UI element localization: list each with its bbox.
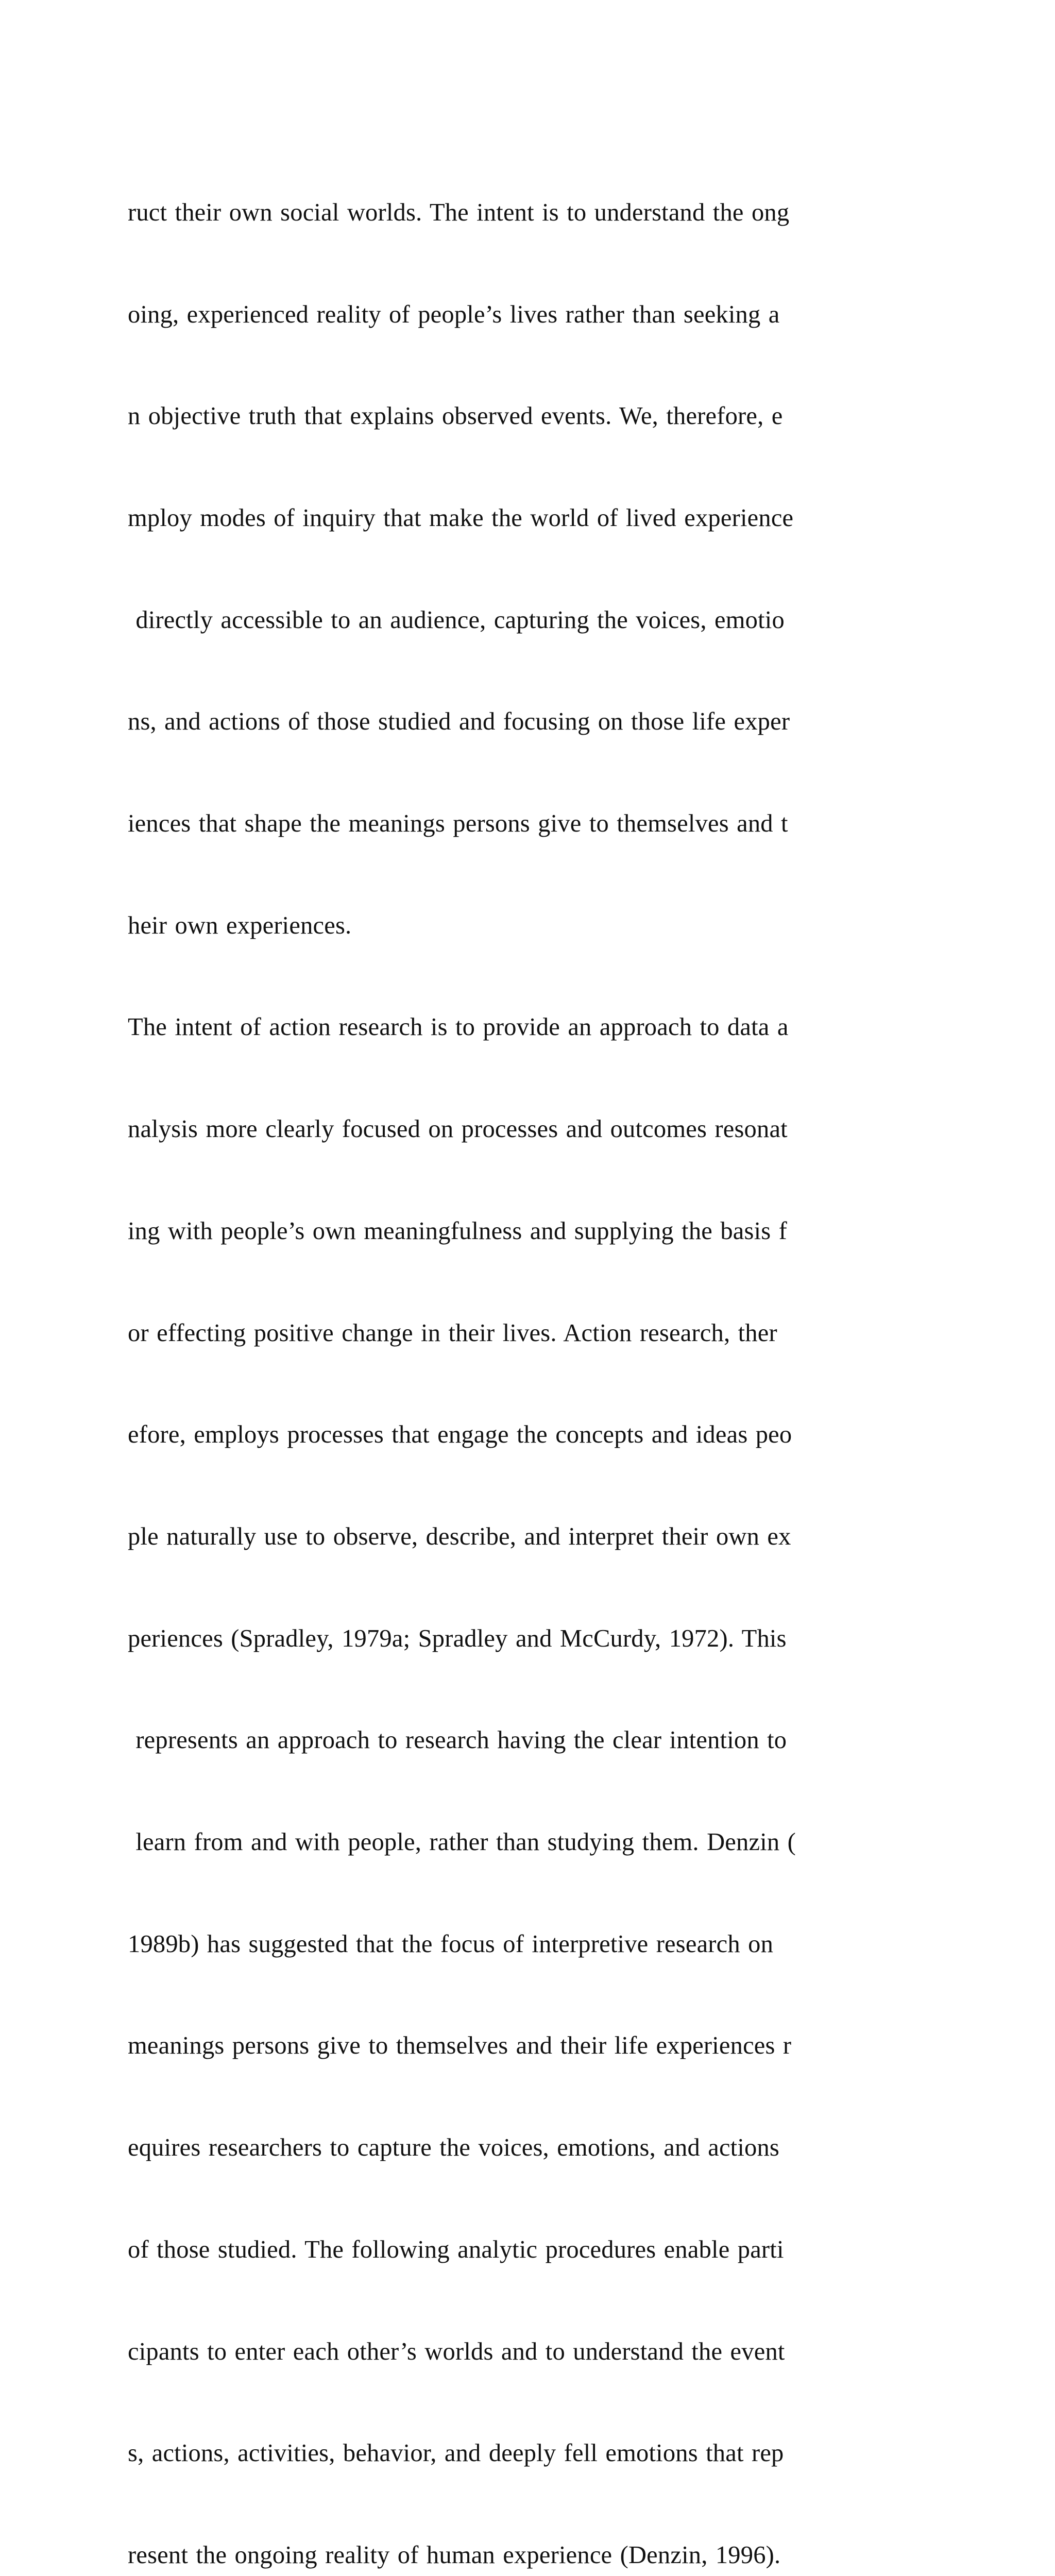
text-line: n objective truth that explains observed events. We, therefore, e <box>128 402 783 430</box>
text-line: The intent of action research is to provide an approach to data a <box>128 1013 789 1041</box>
text-line: meanings persons give to themselves and their life experiences r <box>128 2032 792 2060</box>
text-line: of those studied. The following analytic procedures enable parti <box>128 2235 784 2263</box>
text-line: periences (Spradley, 1979a; Spradley and McCurdy, 1972). This <box>128 1624 787 1652</box>
text-line: or effecting positive change in their lives. Action research, ther <box>128 1319 777 1347</box>
text-line: efore, employs processes that engage the concepts and ideas peo <box>128 1421 792 1449</box>
text-line: nalysis more clearly focused on processes and outcomes resonat <box>128 1115 788 1143</box>
text-line: resent the ongoing reality of human experience (Denzin, 1996). <box>128 2541 781 2569</box>
text-line: s, actions, activities, behavior, and deeply fell emotions that rep <box>128 2439 784 2467</box>
text-line: learn from and with people, rather than studying them. Denzin ( <box>128 1828 796 1856</box>
text-line: ruct their own social worlds. The intent is to understand the ong <box>128 198 790 226</box>
text-line: directly accessible to an audience, capturing the voices, emotio <box>128 606 785 634</box>
body-text <box>128 128 931 2576</box>
text-line: heir own experiences. <box>128 911 352 939</box>
text-line: mploy modes of inquiry that make the world of lived experience <box>128 504 794 532</box>
text-line: oing, experienced reality of people’s lives rather than seeking a <box>128 300 780 328</box>
text-line: ing with people’s own meaningfulness and supplying the basis f <box>128 1217 788 1245</box>
text-line: equires researchers to capture the voices, emotions, and actions <box>128 2134 780 2162</box>
text-line: cipants to enter each other’s worlds and to understand the event <box>128 2337 785 2365</box>
text-line: represents an approach to research having the clear intention to <box>128 1726 787 1754</box>
text-line: ns, and actions of those studied and focusing on those life exper <box>128 708 790 736</box>
text-line: 1989b) has suggested that the focus of interpretive research on <box>128 1930 774 1958</box>
text-line: iences that shape the meanings persons give to themselves and t <box>128 810 788 838</box>
text-line: ple naturally use to observe, describe, and interpret their own ex <box>128 1522 791 1550</box>
